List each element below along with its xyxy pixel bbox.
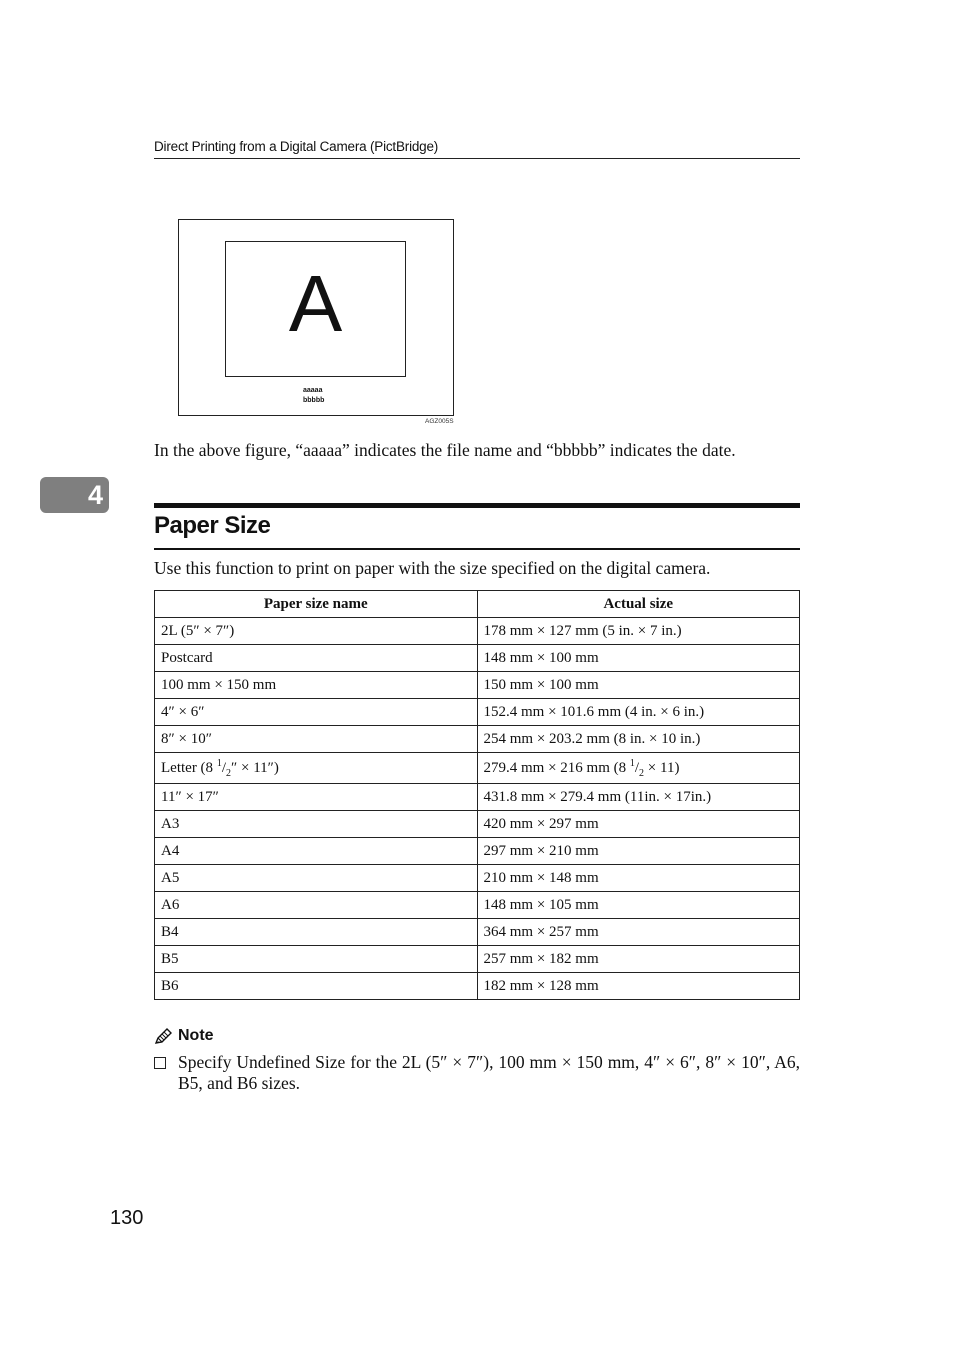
table-row (155, 892, 800, 919)
actual-size: 148 mm × 105 mm (477, 892, 800, 919)
note-item-text: Specify Undefined Size for the 2L (5″ × 7″), 100 mm × 150 mm, 4″ × 6″, 8″ × 10″, A6, B5, and B6 sizes. (178, 1052, 800, 1093)
table-row (155, 919, 800, 946)
table-row (155, 672, 800, 699)
page-number: 130 (110, 1207, 144, 1229)
table-row (155, 645, 800, 672)
figure-caption: In the above figure, “aaaaa” indicates the file name and “bbbbb” indicates the date. (154, 440, 736, 460)
actual-size: 254 mm × 203.2 mm (8 in. × 10 in.) (477, 726, 800, 753)
column-header-name: Paper size name (155, 591, 478, 618)
size-suffix: × 11) (644, 759, 680, 776)
table-row (155, 753, 800, 784)
paper-size-name: B6 (155, 973, 478, 1000)
paper-size-table (154, 590, 800, 1000)
paper-size-name: A5 (155, 865, 478, 892)
name-prefix: Letter (8 (161, 759, 217, 776)
paper-size-name: A6 (155, 892, 478, 919)
pencil-icon (154, 1027, 174, 1045)
actual-size: 182 mm × 128 mm (477, 973, 800, 1000)
paper-size-name: Postcard (155, 645, 478, 672)
table-row (155, 973, 800, 1000)
actual-size: 148 mm × 100 mm (477, 645, 800, 672)
figure-date-label: bbbbb (303, 397, 325, 404)
actual-size: 152.4 mm × 101.6 mm (4 in. × 6 in.) (477, 699, 800, 726)
actual-size: 420 mm × 297 mm (477, 811, 800, 838)
table-row (155, 811, 800, 838)
checkbox-bullet-icon (154, 1057, 166, 1069)
section-title: Paper Size (154, 512, 271, 539)
size-fraction-num: 1 (629, 757, 635, 769)
header-rule (154, 158, 800, 159)
section-intro: Use this function to print on paper with the size specified on the digital camera. (154, 558, 711, 578)
paper-size-name: A3 (155, 811, 478, 838)
table-row (155, 784, 800, 811)
paper-size-name: A4 (155, 838, 478, 865)
note-item (154, 1052, 800, 1094)
table-row (155, 838, 800, 865)
name-suffix: ″ × 11″) (230, 759, 279, 776)
paper-size-name: 4″ × 6″ (155, 699, 478, 726)
actual-size: 279.4 mm × 216 mm (8 $^1/_2 \times 11$) (477, 753, 800, 784)
table-row (155, 699, 800, 726)
section-rule-bottom (154, 548, 800, 550)
paper-size-name: 11″ × 17″ (155, 784, 478, 811)
table-row (155, 865, 800, 892)
table-row (155, 946, 800, 973)
paper-size-name: 2L (5″ × 7″) (155, 618, 478, 645)
paper-size-name: B4 (155, 919, 478, 946)
chapter-tab: 4 (40, 477, 109, 513)
actual-size: 178 mm × 127 mm (5 in. × 7 in.) (477, 618, 800, 645)
actual-size: 364 mm × 257 mm (477, 919, 800, 946)
actual-size: 210 mm × 148 mm (477, 865, 800, 892)
actual-size: 431.8 mm × 279.4 mm (11in. × 17in.) (477, 784, 800, 811)
paper-size-name: Letter (8 $^1/_2'' \times 11''$) (155, 753, 478, 784)
table-header-row (155, 591, 800, 618)
figure-filename-label: aaaaa (303, 387, 323, 394)
actual-size: 297 mm × 210 mm (477, 838, 800, 865)
paper-size-name: 100 mm × 150 mm (155, 672, 478, 699)
name-fraction-num: 1 (216, 757, 222, 769)
column-header-size: Actual size (477, 591, 800, 618)
running-header: Direct Printing from a Digital Camera (PictBridge) (154, 139, 439, 154)
size-prefix: 279.4 mm × 216 mm (8 (483, 759, 630, 776)
figure-image-area (225, 241, 406, 377)
actual-size: 257 mm × 182 mm (477, 946, 800, 973)
figure-code: AGZ005S (425, 418, 454, 425)
note-heading (154, 1027, 214, 1045)
note-heading-label: Note (178, 1027, 214, 1044)
table-row (155, 618, 800, 645)
section-rule-top (154, 503, 800, 508)
paper-size-name: B5 (155, 946, 478, 973)
actual-size: 150 mm × 100 mm (477, 672, 800, 699)
paper-size-name: 8″ × 10″ (155, 726, 478, 753)
table-row (155, 726, 800, 753)
figure-letter: A (288, 259, 343, 348)
print-layout-figure (178, 219, 454, 416)
size-fraction-den: 2 (639, 767, 645, 779)
name-fraction-den: 2 (225, 767, 231, 779)
